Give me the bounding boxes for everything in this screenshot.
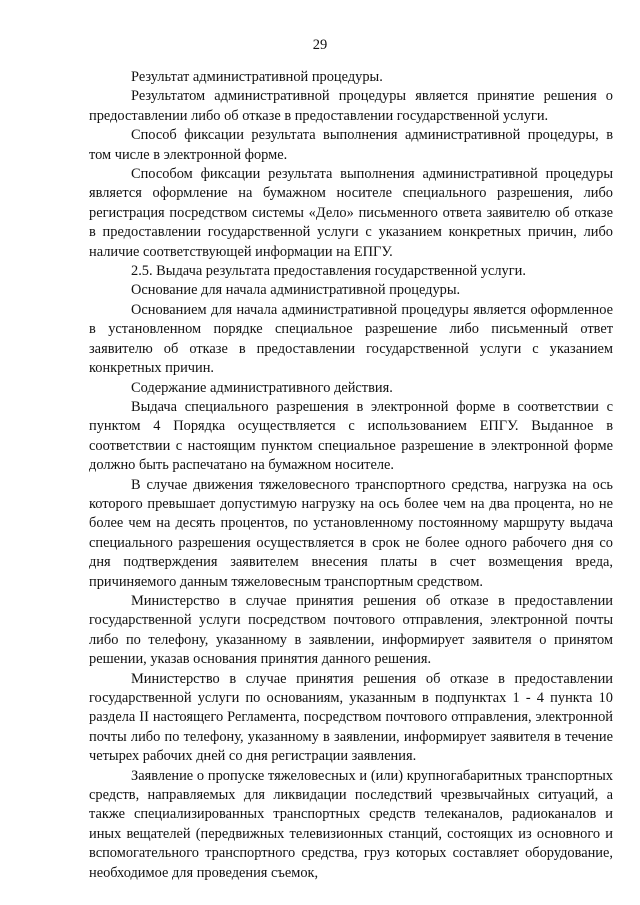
paragraph-result-description: Результатом административной процедуры является принятие решения о предоставлении либо об отказе в предоставлении государственной услуги. [89, 88, 613, 124]
section-heading-2-5: 2.5. Выдача результата предоставления государственной услуги. [131, 263, 526, 280]
paragraph-content-heading: Содержание административного действия. [131, 379, 393, 396]
paragraph-refusal-grounds: Министерство в случае принятия решения об отказе в предоставлении государственной услуги по основаниям, указанным в подпунктах 1 - 4 пункта 10 раздела II настоящего Регламента, посредством почтового отправления, электронной почты либо по телефону, указанному в заявлении, информирует заявителя в течение четырех рабочих дней со дня регистрации заявления. [89, 670, 613, 765]
paragraph-fixation-description: Способом фиксации результата выполнения административной процедуры является оформление на бумажном носителе специального разрешения, либо регистрация посредством системы «Дело» письменного ответа заявителю об отказе в предоставлении государственной услуги с указанием конкретных причин, либо наличие соответствующей информации на ЕПГУ. [89, 166, 613, 260]
paragraph-result-heading: Результат административной процедуры. [131, 69, 383, 85]
page-number: 29 [312, 37, 328, 53]
document-body [89, 68, 613, 883]
paragraph-refusal-notification: Министерство в случае принятия решения об отказе в предоставлении государственной услуги посредством почтового отправления, электронной почты либо по телефону, указанному в заявлении, информирует заявителя о принятом решении, указав основания принятия данного решения. [89, 592, 613, 668]
paragraph-fixation-heading: Способ фиксации результата выполнения административной процедуры, в том числе в электронной форме. [89, 127, 613, 163]
paragraph-electronic-issuance: Выдача специального разрешения в электронной форме в соответствии с пунктом 4 Порядка осуществляется с использованием ЕПГУ. Выданное в соответствии с настоящим пунктом специальное разрешение в электронной форме должно быть распечатано на бумажном носителе. [89, 398, 613, 474]
paragraph-emergency-application: Заявление о пропуске тяжеловесных и (или) крупногабаритных транспортных средств, направляемых для ликвидации последствий чрезвычайных ситуаций, а также специализированных транспортных средств телеканалов, радиоканалов и иных вещателей (передвижных телевизионных станций, состоящих из основного и вспомогательного транспортного средства, груз которых составляет оборудование, необходимое для проведения съемок, [89, 767, 613, 881]
paragraph-basis-heading: Основание для начала административной процедуры. [131, 282, 461, 299]
paragraph-heavy-vehicle-case: В случае движения тяжеловесного транспортного средства, нагрузка на ось которого превышает допустимую нагрузку на ось более чем на два процента, но не более чем на десять процентов, по установленному постоянному маршруту выдача специального разрешения осуществляется в срок не более одного рабочего дня со дня подтверждения заявителем внесения платы в счет возмещения вреда, причиняемого данным тяжеловесным транспортным средством. [89, 476, 613, 590]
paragraph-basis-description: Основанием для начала административной процедуры является оформленное в установленном порядке специальное разрешение либо письменный ответ заявителю об отказе в предоставлении государственной услуги с указанием конкретных причин. [89, 301, 613, 377]
